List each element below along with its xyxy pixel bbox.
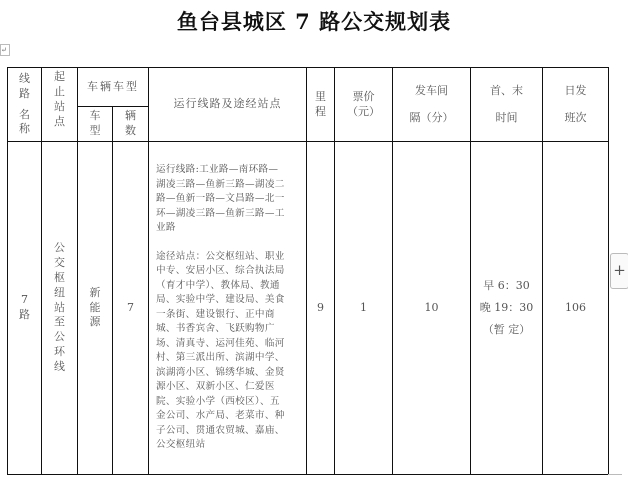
bus-route-table — [7, 67, 609, 475]
cell-daily: 106 — [543, 142, 609, 475]
cell-stations: 公 交 枢 纽 站 至 公 环 线 — [42, 142, 78, 475]
header-stations: 起 止 站 点 — [42, 68, 78, 142]
text-line: 环—湖凌三路—鱼新三路—工 — [156, 207, 285, 219]
header-vehicle: 车辆车型 — [78, 68, 149, 107]
cell-vehicle-count: 7 — [113, 142, 149, 475]
text-line: 城、书香宾舍、飞跃购物广 — [156, 323, 275, 335]
header-fare: 票价 （元） — [335, 68, 393, 142]
table-anchor-icon[interactable]: ↵ — [0, 44, 10, 56]
text-line: 湖凌三路—鱼新三路—湖凌二 — [156, 178, 285, 190]
text-line: 一条街、建设银行、正中商 — [156, 308, 275, 320]
cell-route — [149, 142, 307, 475]
header-mileage: 里 程 — [307, 68, 335, 142]
header-daily: 日发 班次 — [543, 68, 609, 142]
header-line-name: 线 路 名 称 — [8, 68, 42, 142]
text-line: 途径站点：公交枢纽站、职业 — [156, 250, 285, 262]
header-vehicle-type: 车 型 — [78, 107, 113, 142]
text-line: 院、实验小学（西校区）、五 — [156, 395, 280, 407]
header-interval: 发车间 隔（分） — [393, 68, 471, 142]
text-line: 村、第三派出所、滨湖中学、 — [156, 352, 285, 364]
text-line: 局、实验中学、建设局、美食 — [156, 294, 285, 306]
cell-interval: 10 — [393, 142, 471, 475]
text-line: 公交枢纽站 — [156, 439, 206, 451]
cell-time: 早 6：30 晚 19：30 （暂 定） — [471, 142, 543, 475]
cell-fare: 1 — [335, 142, 393, 475]
page-title: 鱼台县城区 7 路公交规划表 — [176, 9, 452, 34]
add-row-button[interactable]: + — [610, 253, 628, 289]
cell-line-name: 7 路 — [8, 142, 42, 475]
text-line: 滨湖湾小区、锦绣华城、金贤 — [156, 366, 285, 378]
header-vehicle-count: 辆 数 — [113, 107, 149, 142]
text-line: 业路 — [156, 222, 176, 234]
text-line: 路—鱼新一路—文昌路—北一 — [156, 193, 285, 205]
text-line: 场、清真寺、运河佳苑、临河 — [156, 337, 285, 349]
header-route: 运行线路及途经站点 — [149, 68, 307, 142]
text-line: 子公司、贯通农贸城、嘉庙、 — [156, 424, 285, 436]
cell-vehicle-type: 新 能 源 — [78, 142, 113, 475]
text-line: （育才中学）、教体局、教通 — [156, 279, 280, 291]
table-row — [8, 142, 609, 475]
text-line: 运行线路:工业路—南环路— — [156, 164, 279, 176]
divider — [608, 474, 622, 480]
cell-mileage: 9 — [307, 142, 335, 475]
text-line: 中专、安居小区、综合执法局 — [156, 265, 285, 277]
text-line: 源小区、双新小区、仁爱医 — [156, 381, 275, 393]
text-line: 金公司、水产局、老菜市、种 — [156, 410, 285, 422]
header-time: 首、末 时间 — [471, 68, 543, 142]
